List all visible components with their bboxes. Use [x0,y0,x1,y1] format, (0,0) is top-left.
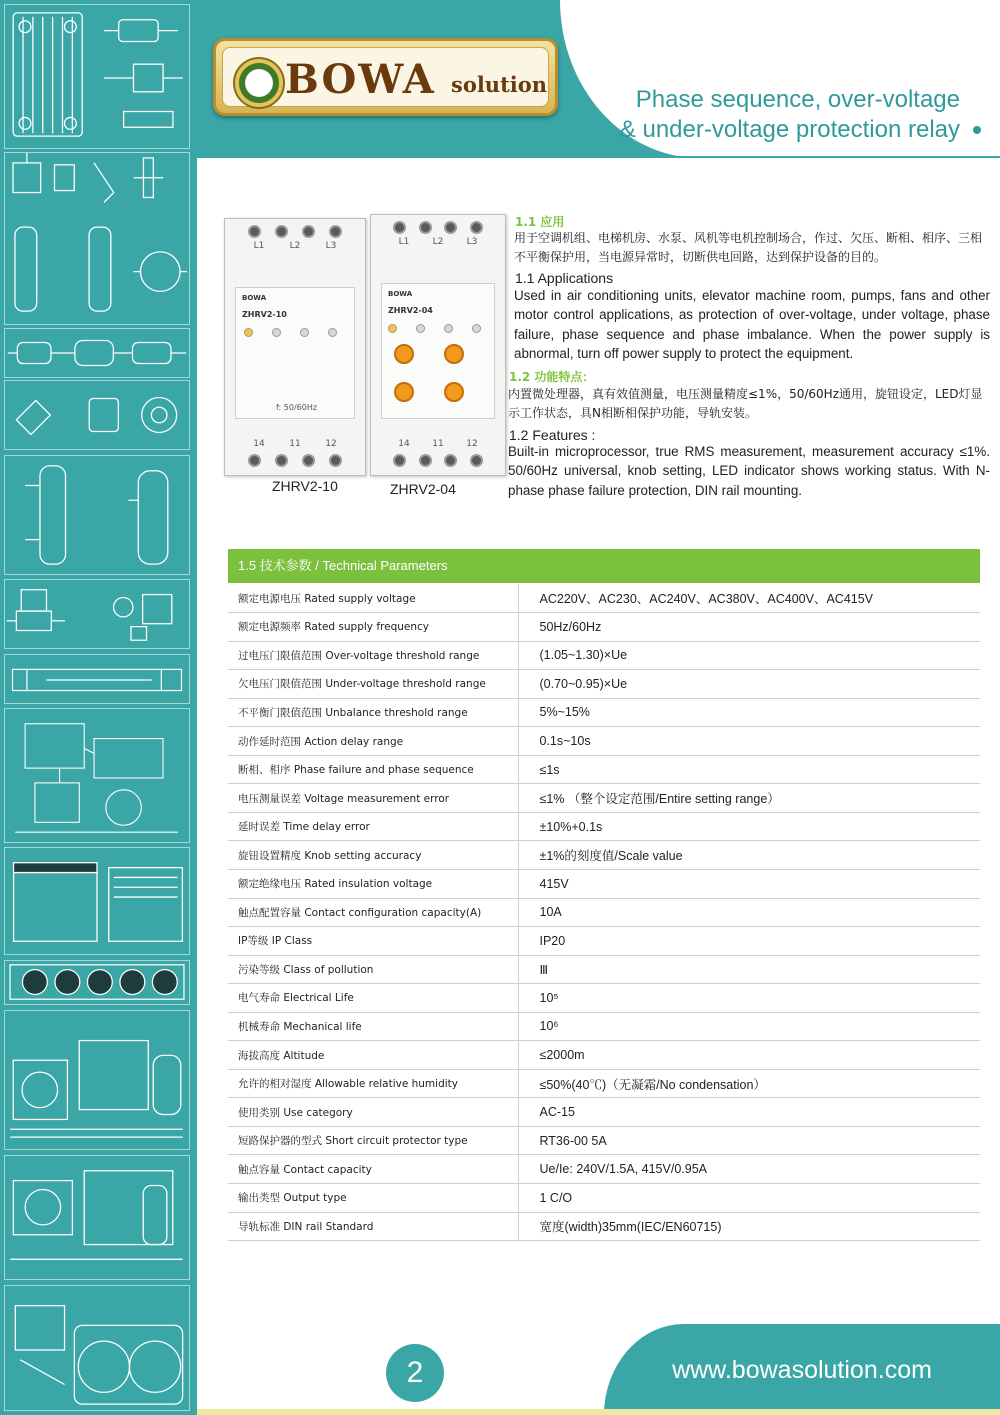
parameter-name: 触点容量 Contact capacity [228,1155,518,1184]
applications-heading-cn: 1.1 应用 [515,215,565,229]
table-row [228,1012,980,1041]
table-row [228,670,980,699]
terminal-screw-icon [393,454,406,467]
terminal-label: L1 [253,241,265,251]
led-indicator-icon [272,328,281,337]
led-indicator-icon [388,324,397,333]
table-row [228,641,980,670]
product-image-zhrv2-04 [370,214,506,476]
parameter-name: 动作延时范围 Action delay range [228,727,518,756]
led-indicator-icon [472,324,481,333]
table-row [228,584,980,613]
relay-face [381,283,495,419]
parameter-value: 10A [518,898,980,927]
parameter-name: 触点配置容量 Contact configuration capacity(A) [228,898,518,927]
relay-face [235,287,355,419]
table-row [228,1155,980,1184]
parameter-name: 延时误差 Time delay error [228,812,518,841]
parameter-name: 使用类别 Use category [228,1098,518,1127]
relay-model-label: ZHRV2-04 [388,306,433,315]
relay-brand-label: BOWA [242,294,267,302]
parameter-name: 欠电压门限值范围 Under-voltage threshold range [228,670,518,699]
sidebar-illustrations [0,0,197,1415]
terminal-label: L2 [432,237,444,247]
header-divider [197,156,1000,158]
terminal-screw-icon [470,454,483,467]
parameter-value: 1 C/O [518,1183,980,1212]
terminal-screw-icon [302,454,315,467]
relay-model-label: ZHRV2-10 [242,310,287,319]
parameter-name: 输出类型 Output type [228,1183,518,1212]
table-row [228,1183,980,1212]
terminal-screw-icon [470,221,483,234]
terminal-screw-icon [302,225,315,238]
heat-exchanger-illustration [4,4,190,149]
parameter-name: 电气寿命 Electrical Life [228,984,518,1013]
terminal-label: 11 [289,439,301,449]
table-row [228,727,980,756]
brand-logo [213,38,558,116]
setting-knob-icon [444,344,464,364]
parameter-value: (1.05~1.30)×Ue [518,641,980,670]
parameter-value: ±10%+0.1s [518,812,980,841]
applications-heading-en: 1.1 Applications [515,270,614,286]
table-row [228,1098,980,1127]
pipe-rail-illustration [4,654,190,704]
terminal-label: L3 [325,241,337,251]
parameter-value: 50Hz/60Hz [518,613,980,642]
table-row [228,841,980,870]
setting-knob-icon [444,382,464,402]
parameter-name: 旋钮设置精度 Knob setting accuracy [228,841,518,870]
terminal-screw-icon [329,454,342,467]
product-caption-1: ZHRV2-10 [272,478,338,494]
terminal-screw-icon [444,221,457,234]
features-heading-en: 1.2 Features : [509,427,596,443]
setting-knob-icon [394,382,414,402]
parameter-value: RT36-00 5A [518,1126,980,1155]
parameter-name: 机械寿命 Mechanical life [228,1012,518,1041]
parameter-name: 电压测量误差 Voltage measurement error [228,784,518,813]
parameter-value: ≤50%(40℃)（无凝霜/No condensation） [518,1069,980,1098]
parameter-name: IP等级 IP Class [228,927,518,956]
parameter-value: ≤1s [518,755,980,784]
table-row [228,955,980,984]
relay-brand-label: BOWA [388,290,413,298]
parameter-value: 宽度(width)35mm(IEC/EN60715) [518,1212,980,1241]
table-row [228,1041,980,1070]
parameter-name: 额定电源电压 Rated supply voltage [228,584,518,613]
footer-url[interactable]: www.bowasolution.com [672,1356,932,1384]
page-title-line1: Phase sequence, over-voltage [635,86,960,113]
features-text-en: Built-in microprocessor, true RMS measurement, measurement accuracy ≤1%. 50/60Hz universal, knob setting, LED indicator shows working status. With N-phase phase failure protection, DIN rail mounting. [508,444,990,498]
terminal-screw-icon [419,454,432,467]
title-bullet-icon [973,126,981,134]
table-row [228,1126,980,1155]
table-row [228,755,980,784]
relay-frequency-label: f: 50/60Hz [276,403,318,412]
parameter-name: 短路保护器的型式 Short circuit protector type [228,1126,518,1155]
led-indicator-icon [416,324,425,333]
parameter-value: ≤2000m [518,1041,980,1070]
terminal-screw-icon [248,225,261,238]
led-indicator-icon [300,328,309,337]
terminal-label: 14 [398,439,410,449]
parameter-name: 允许的相对湿度 Allowable relative humidity [228,1069,518,1098]
led-indicator-icon [444,324,453,333]
parameter-name: 额定绝缘电压 Rated insulation voltage [228,869,518,898]
terminal-label: L3 [466,237,478,247]
terminal-screw-icon [444,454,457,467]
applications-text-en: Used in air conditioning units, elevator machine room, pumps, fans and other motor control applications, as protection of over-voltage, under voltage, phase failure, phase sequence and phase imbalance. When the power supply is abnormal, turn off power supply to protect the equipment. [514,288,990,361]
led-indicator-icon [244,328,253,337]
parameter-value: Ⅲ [518,955,980,984]
parameter-name: 导轨标准 DIN rail Standard [228,1212,518,1241]
setting-knob-icon [394,344,414,364]
page-title-line2: & under-voltage protection relay [619,116,960,143]
table-row [228,1069,980,1098]
table-row [228,613,980,642]
parameter-value: AC-15 [518,1098,980,1127]
accumulator-illustration [4,455,190,575]
features-text-cn: 内置微处理器，真有效值测量，电压测量精度≤1%，50/60Hz通用，旋钮设定，LED灯显示工作状态，具N相断相保护功能，导轨安装。 [508,387,983,420]
unit-exploded-illustration [4,708,190,843]
table-row [228,812,980,841]
parameter-value: 415V [518,869,980,898]
terminal-label: 14 [253,439,265,449]
terminal-label: 12 [466,439,478,449]
table-row [228,698,980,727]
terminal-screw-icon [419,221,432,234]
page-bottom-strip [197,1409,1000,1415]
technical-parameters-heading: 1.5 技术参数 / Technical Parameters [228,549,980,583]
solenoid-valve-illustration [4,579,190,649]
condensing-unit-illustration [4,847,190,955]
table-row [228,1212,980,1241]
parameter-name: 不平衡门限值范围 Unbalance threshold range [228,698,518,727]
terminal-label: L1 [398,237,410,247]
table-row [228,898,980,927]
parameter-value: 10⁵ [518,984,980,1013]
parameter-value: ±1%的刻度值/Scale value [518,841,980,870]
terminal-label: 12 [325,439,337,449]
sight-glass-illustration [4,380,190,450]
parameter-name: 海拔高度 Altitude [228,1041,518,1070]
applications-text-cn: 用于空调机组、电梯机房、水泵、风机等电机控制场合，作过、欠压、断相、相序、三相不平衡保护用，当电源异常时，切断供电回路，达到保护设备的目的。 [514,231,983,264]
features-heading-cn: 1.2 功能特点： [509,370,595,384]
parameter-value: 0.1s~10s [518,727,980,756]
table-row [228,927,980,956]
parameter-name: 断相、相序 Phase failure and phase sequence [228,755,518,784]
parameter-value: IP20 [518,927,980,956]
terminal-label: L2 [289,241,301,251]
terminal-screw-icon [275,225,288,238]
brand-name: BOWA [285,56,436,103]
parameter-value: ≤1% （整个设定范围/Entire setting range） [518,784,980,813]
parameter-name: 额定电源频率 Rated supply frequency [228,613,518,642]
table-row [228,784,980,813]
product-image-zhrv2-10 [224,218,366,476]
technical-parameters-table [228,584,980,1241]
page-number: 2 [386,1344,444,1402]
terminal-screw-icon [329,225,342,238]
led-indicator-icon [328,328,337,337]
condenser-twin-fan-illustration [4,1285,190,1411]
table-row [228,869,980,898]
filter-drier-illustration [4,328,190,378]
parameter-value: AC220V、AC230、AC240V、AC380V、AC400V、AC415V [518,584,980,613]
brand-suffix: solution [451,72,548,97]
terminal-screw-icon [248,454,261,467]
terminal-screw-icon [275,454,288,467]
product-caption-2: ZHRV2-04 [390,481,456,497]
logo-emblem-icon [233,57,285,109]
parameter-name: 过电压门限值范围 Over-voltage threshold range [228,641,518,670]
terminal-screw-icon [393,221,406,234]
parameter-value: (0.70~0.95)×Ue [518,670,980,699]
valves-illustration [4,152,190,325]
fan-row-illustration [4,960,190,1005]
parameter-value: Ue/Ie: 240V/1.5A, 415V/0.95A [518,1155,980,1184]
compressor-unit-illustration [4,1010,190,1150]
parameter-value: 5%~15% [518,698,980,727]
terminal-label: 11 [432,439,444,449]
parameter-value: 10⁶ [518,1012,980,1041]
logo-plate [222,47,549,107]
rack-illustration [4,1155,190,1280]
table-row [228,984,980,1013]
parameter-name: 污染等级 Class of pollution [228,955,518,984]
